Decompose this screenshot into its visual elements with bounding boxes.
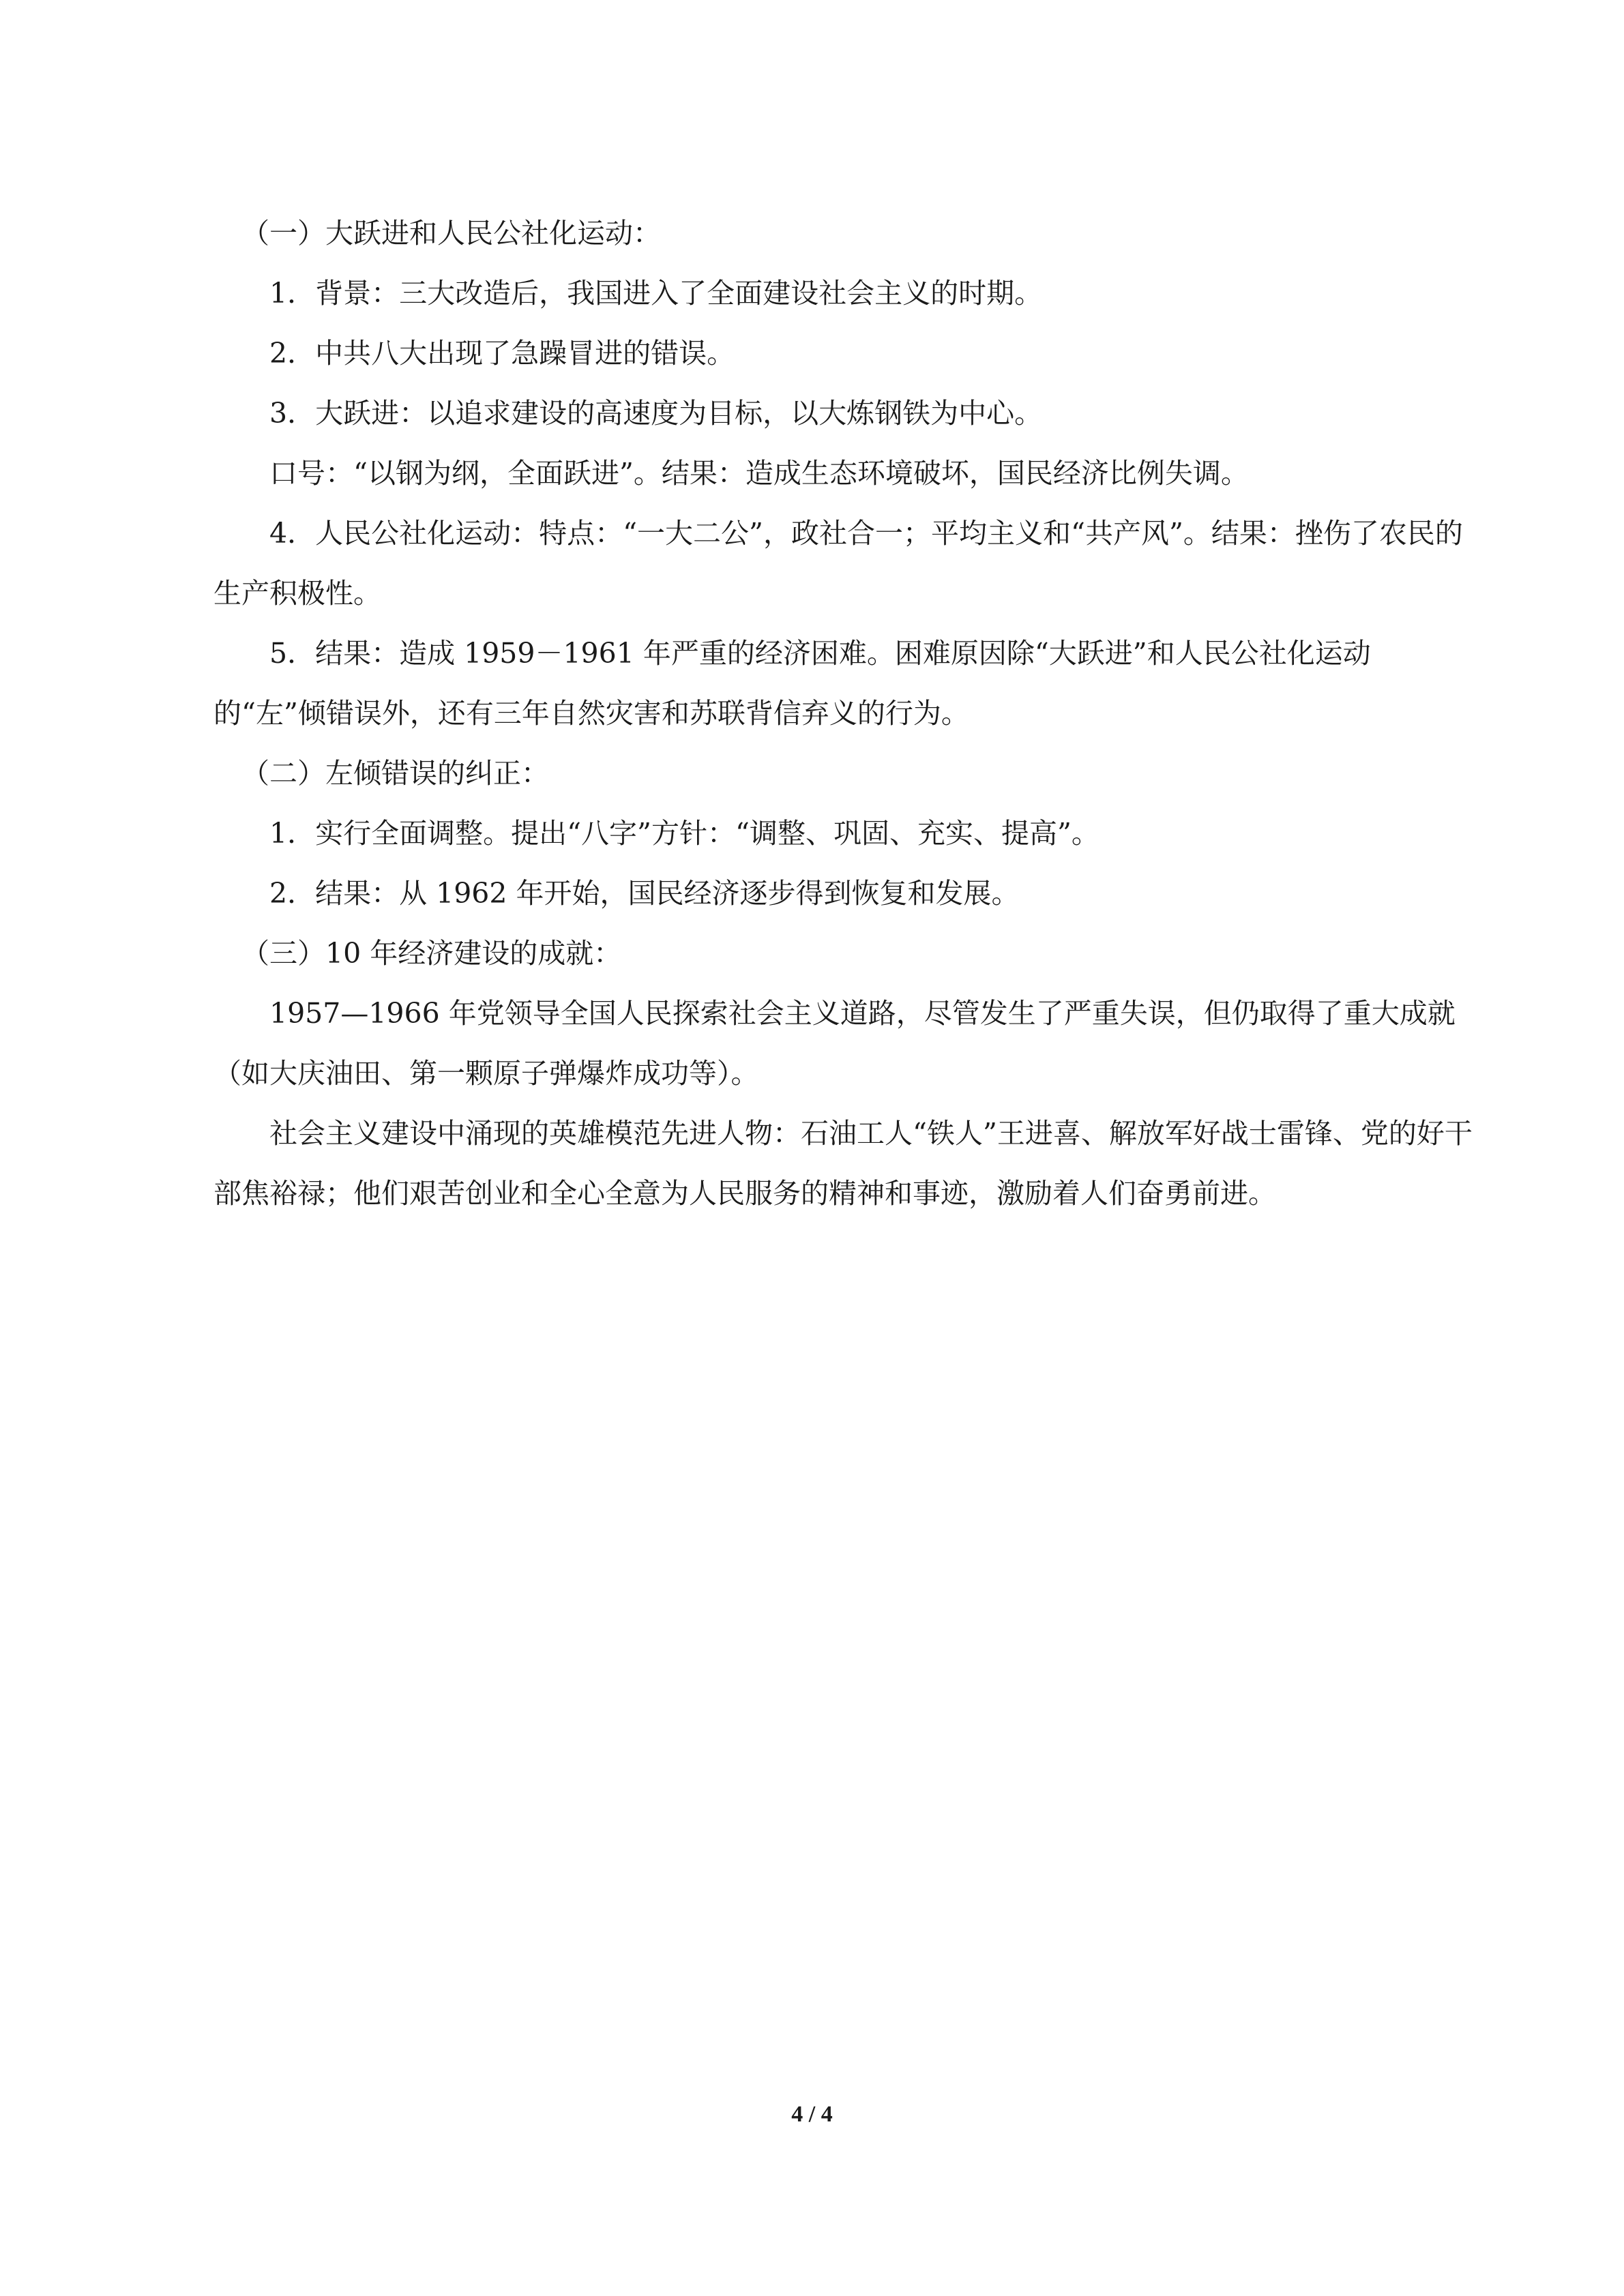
- document-body: [213, 203, 1475, 1223]
- paragraph-heroes: 社会主义建设中涌现的英雄模范先进人物：石油工人“铁人”王进喜、解放军好战士雷锋、党的好干部焦裕禄；他们艰苦创业和全心全意为人民服务的精神和事迹，激励着人们奋勇前进。: [213, 1117, 1473, 1210]
- paragraph-adjustment: 1．实行全面调整。提出“八字”方针：“调整、巩固、充实、提高”。: [269, 817, 1099, 850]
- paragraph-result: 5．结果：造成 1959－1961 年严重的经济困难。困难原因除“大跃进”和人民公社化运动的“左”倾错误外，还有三年自然灾害和苏联背信弃义的行为。: [213, 637, 1371, 730]
- paragraph-background: 1．背景：三大改造后，我国进入了全面建设社会主义的时期。: [269, 277, 1043, 310]
- section-heading-achievements: （三）10 年经济建设的成就：: [241, 937, 622, 970]
- paragraph-eighth-congress: 2．中共八大出现了急躁冒进的错误。: [269, 337, 735, 370]
- paragraph-slogan: 口号：“以钢为纲，全面跃进”。结果：造成生态环境破坏，国民经济比例失调。: [269, 457, 1249, 490]
- page-number: 4 / 4: [791, 2102, 833, 2127]
- paragraph-people-commune: 4．人民公社化运动：特点：“一大二公”，政社合一；平均主义和“共产风”。结果：挫伤了农民的生产积极性。: [213, 517, 1463, 610]
- paragraph-recovery: 2．结果：从 1962 年开始，国民经济逐步得到恢复和发展。: [269, 877, 1020, 910]
- section-heading-great-leap: （一）大跃进和人民公社化运动：: [241, 217, 661, 250]
- paragraph-achievements: 1957—1966 年党领导全国人民探索社会主义道路，尽管发生了严重失误，但仍取得了重大成就（如大庆油田、第一颗原子弹爆炸成功等）。: [213, 997, 1456, 1090]
- section-heading-correction: （二）左倾错误的纠正：: [241, 757, 549, 790]
- paragraph-great-leap: 3．大跃进：以追求建设的高速度为目标，以大炼钢铁为中心。: [269, 397, 1043, 430]
